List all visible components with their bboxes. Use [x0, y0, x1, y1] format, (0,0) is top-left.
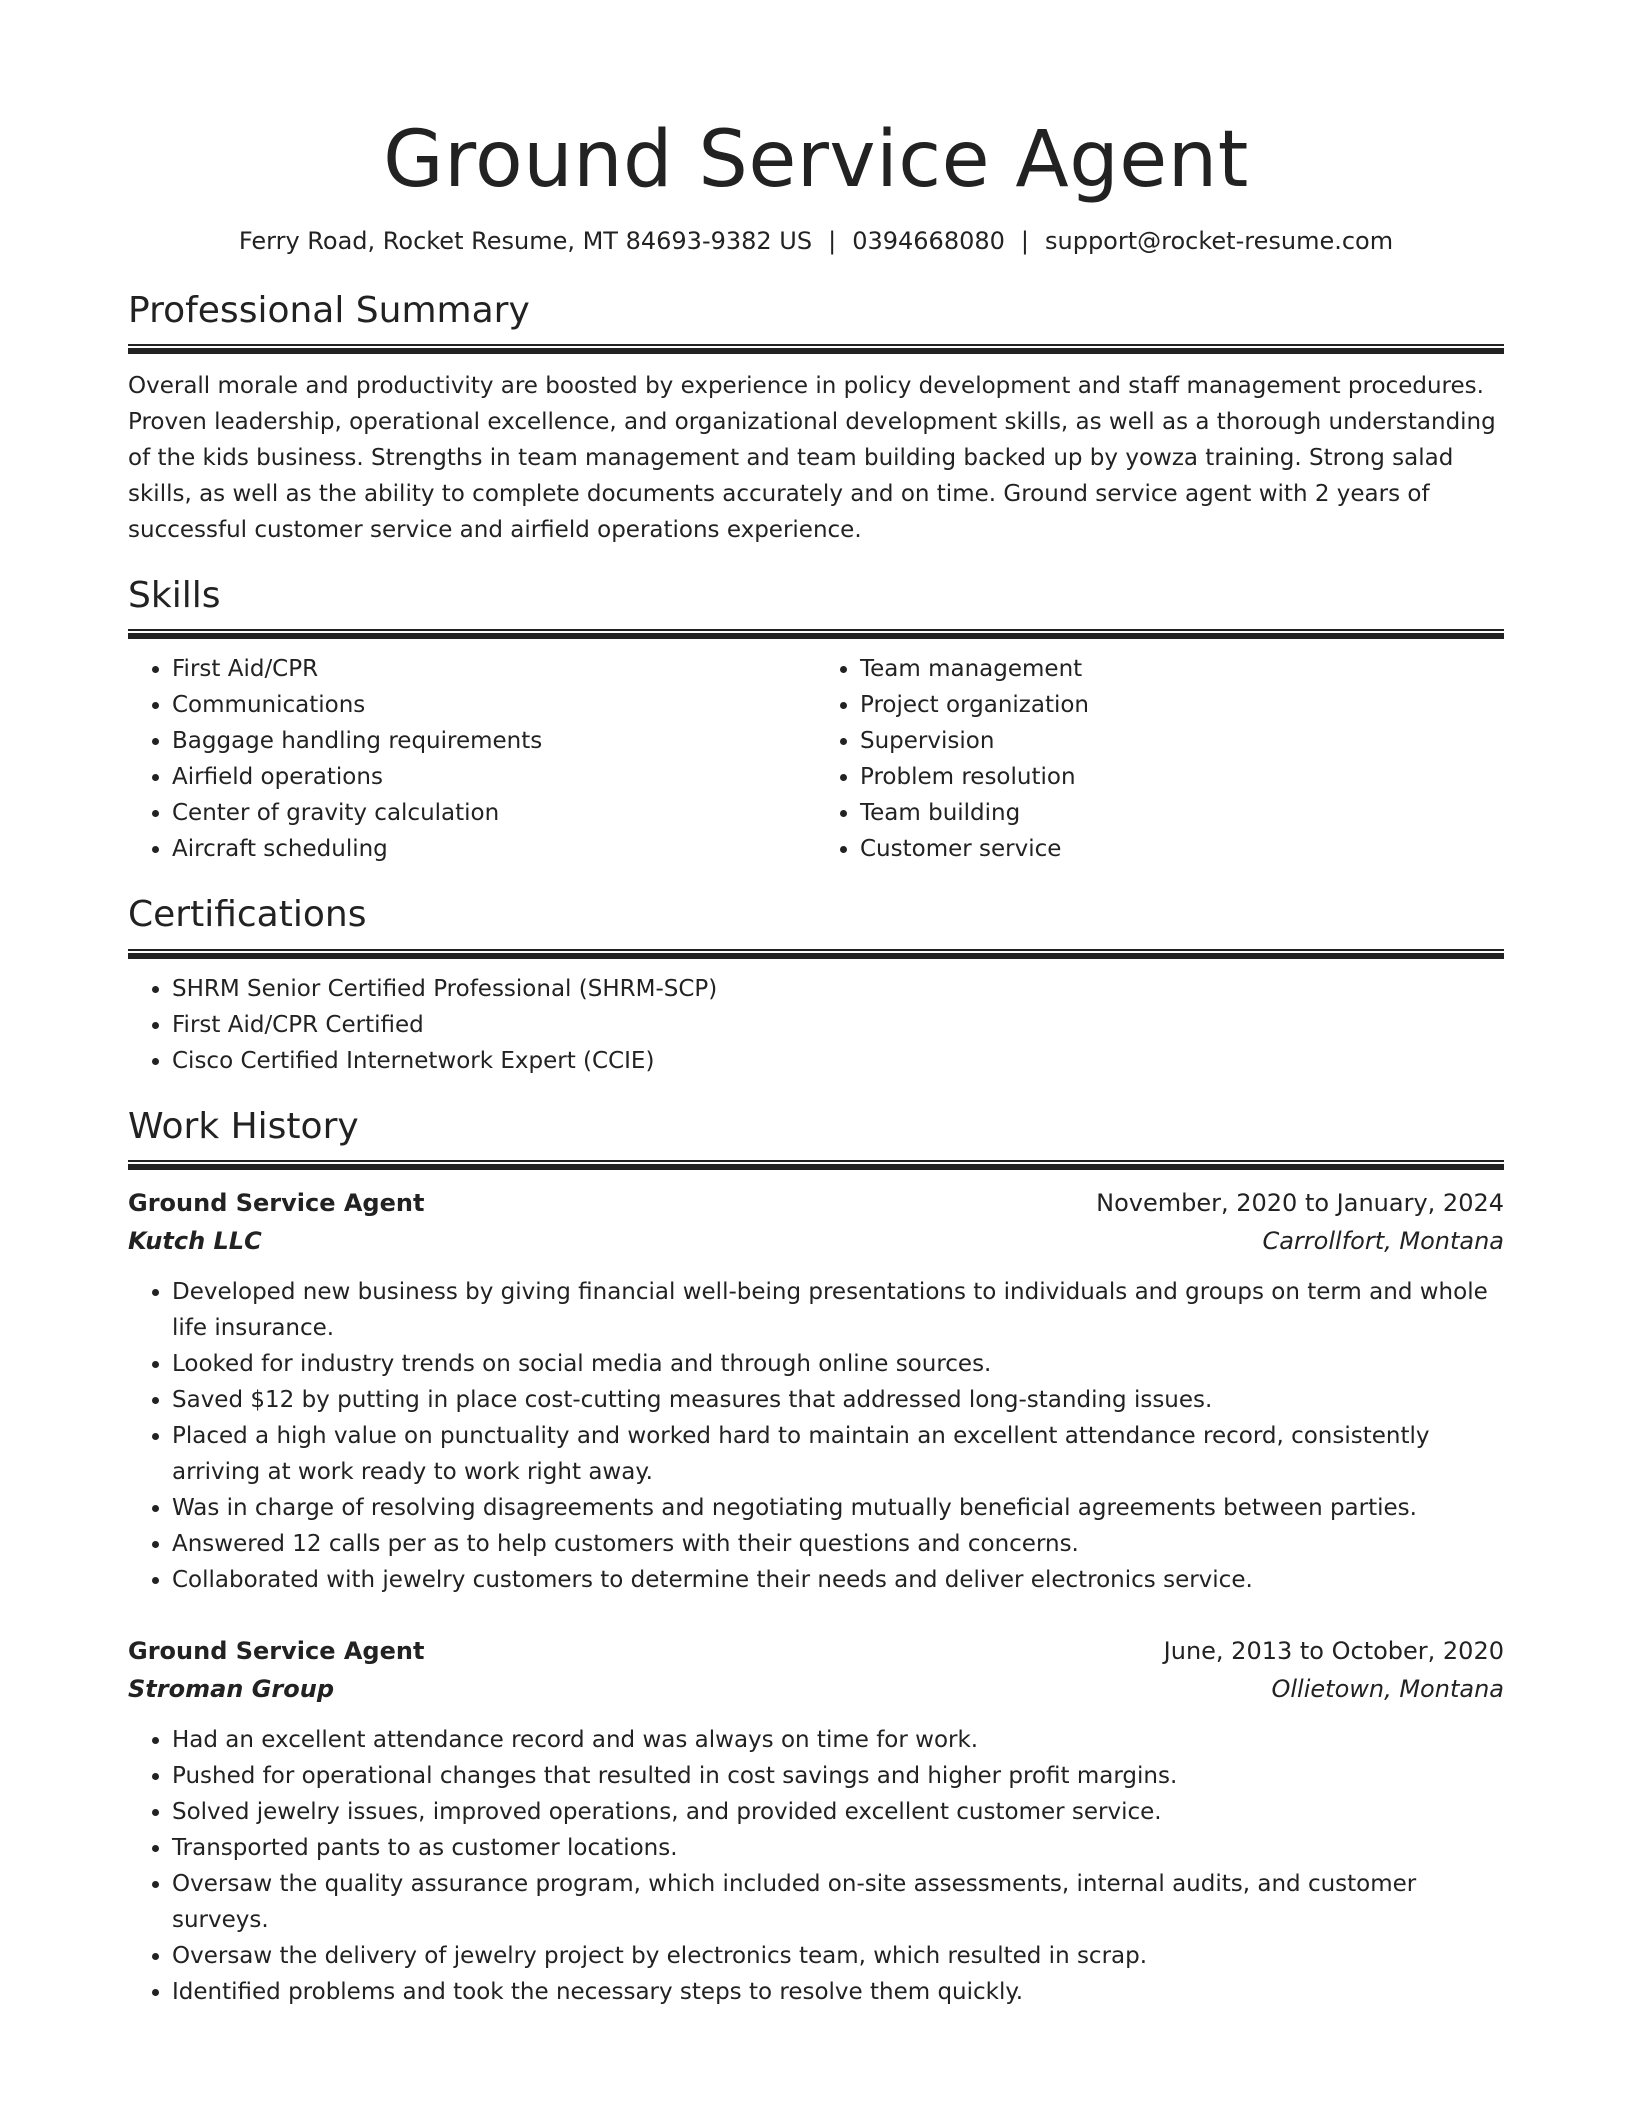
job-bullet: • Oversaw the delivery of jewelry project by electronics team, which resulted in scrap.: [172, 1938, 1504, 1974]
job-bullet: • Had an excellent attendance record and was always on time for work.: [172, 1722, 1504, 1758]
job-bullets: [128, 1722, 1504, 2010]
section-divider: [128, 1160, 1504, 1170]
job-company: Stroman Group: [128, 1674, 335, 1703]
skills-columns: [128, 639, 1504, 867]
contact-separator: |: [828, 226, 837, 255]
skills-list-left: [128, 651, 816, 867]
skill-item: • Communications: [172, 687, 816, 723]
certification-item: • SHRM Senior Certified Professional (SHRM-SCP): [172, 971, 1504, 1007]
section-title-summary: Professional Summary: [128, 289, 530, 331]
certifications-list: [128, 971, 1504, 1079]
skill-item: • Project organization: [860, 687, 1504, 723]
job-subheader: [128, 1670, 1504, 1708]
job-bullets: [128, 1274, 1504, 1598]
job-title: Ground Service Agent: [128, 1636, 425, 1665]
contact-separator: |: [1020, 226, 1029, 255]
skill-item: • First Aid/CPR: [172, 651, 816, 687]
job-bullet: • Was in charge of resolving disagreements and negotiating mutually beneficial agreements between parties.: [172, 1490, 1504, 1526]
skill-item: • Team management: [860, 651, 1504, 687]
skill-item: • Airfield operations: [172, 759, 816, 795]
job-bullet: • Saved $12 by putting in place cost-cutting measures that addressed long-standing issues.: [172, 1382, 1504, 1418]
section-divider: [128, 344, 1504, 354]
contact-email: support@rocket-resume.com: [1045, 226, 1394, 255]
section-title-skills: Skills: [128, 575, 221, 617]
job-header: [128, 1184, 1504, 1222]
job-location: Carrollfort, Montana: [1262, 1226, 1504, 1255]
section-divider: [128, 949, 1504, 959]
job-bullet: • Identified problems and took the necessary steps to resolve them quickly.: [172, 1974, 1504, 2010]
job-bullet: • Transported pants to as customer locations.: [172, 1830, 1504, 1866]
job-dates: June, 2013 to October, 2020: [1163, 1636, 1504, 1665]
skill-item: • Team building: [860, 795, 1504, 831]
skill-item: • Center of gravity calculation: [172, 795, 816, 831]
resume-page: [128, 0, 1504, 2010]
section-title-certifications: Certifications: [128, 894, 367, 936]
job-bullet: • Placed a high value on punctuality and worked hard to maintain an excellent attendance record, consistently arriving at work ready to work right away.: [172, 1418, 1504, 1490]
summary-section: [128, 289, 1504, 548]
job-title: Ground Service Agent: [128, 1188, 425, 1217]
skill-item: • Supervision: [860, 723, 1504, 759]
contact-address: Ferry Road, Rocket Resume, MT 84693-9382 US: [238, 226, 813, 255]
skill-item: • Problem resolution: [860, 759, 1504, 795]
skill-item: • Aircraft scheduling: [172, 831, 816, 867]
certification-item: • Cisco Certified Internetwork Expert (CCIE): [172, 1043, 1504, 1079]
job-bullet: • Looked for industry trends on social media and through online sources.: [172, 1346, 1504, 1382]
skill-item: • Customer service: [860, 831, 1504, 867]
job-dates: November, 2020 to January, 2024: [1096, 1188, 1504, 1217]
work-history-section: [128, 1105, 1504, 2010]
job-subheader: [128, 1222, 1504, 1260]
job-entry: [128, 1184, 1504, 1598]
resume-name: Ground Service Agent: [383, 115, 1249, 205]
summary-text: Overall morale and productivity are boosted by experience in policy development and staff management procedures. Proven leadership, operational excellence, and organizational development skills, as well as a thorough understanding of the kids business. Strengths in team management and team building backed up by yowza training. Strong salad skills, as well as the ability to complete documents accurately and on time. Ground service agent with 2 years of successful customer service and airfield operations experience.: [128, 373, 1496, 544]
certification-item: • First Aid/CPR Certified: [172, 1007, 1504, 1043]
skills-section: [128, 574, 1504, 867]
job-header: [128, 1632, 1504, 1670]
job-bullet: • Pushed for operational changes that resulted in cost savings and higher profit margins.: [172, 1758, 1504, 1794]
section-title-work-history: Work History: [128, 1105, 359, 1147]
contact-phone: 0394668080: [852, 226, 1005, 255]
contact-line: [128, 226, 1504, 257]
skills-list-right: [816, 651, 1504, 867]
job-bullet: • Oversaw the quality assurance program, which included on-site assessments, internal audits, and customer surveys.: [172, 1866, 1504, 1938]
job-bullet: • Solved jewelry issues, improved operations, and provided excellent customer service.: [172, 1794, 1504, 1830]
job-bullet: • Answered 12 calls per as to help customers with their questions and concerns.: [172, 1526, 1504, 1562]
job-bullet: • Collaborated with jewelry customers to determine their needs and deliver electronics service.: [172, 1562, 1504, 1598]
job-location: Ollietown, Montana: [1271, 1674, 1504, 1703]
job-company: Kutch LLC: [128, 1226, 262, 1255]
section-divider: [128, 629, 1504, 639]
certifications-section: [128, 893, 1504, 1078]
job-entry: [128, 1632, 1504, 2010]
skill-item: • Baggage handling requirements: [172, 723, 816, 759]
job-bullet: • Developed new business by giving financial well-being presentations to individuals and groups on term and whole life insurance.: [172, 1274, 1504, 1346]
